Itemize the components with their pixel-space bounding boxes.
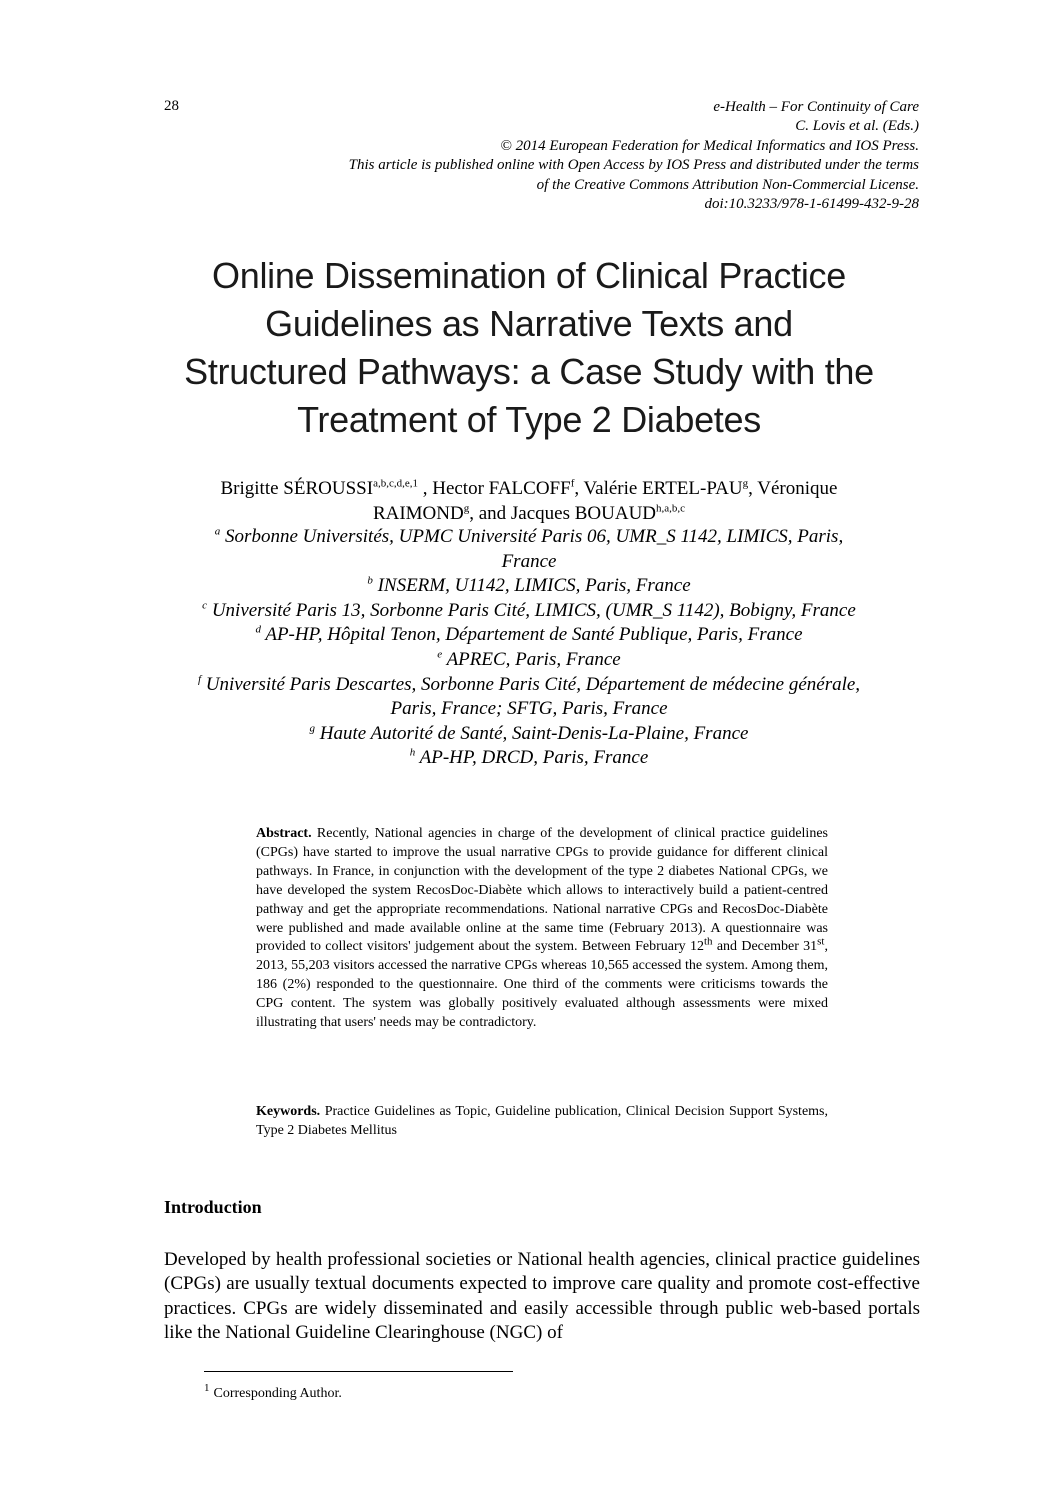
author-sup: a,b,c,d,e,1 xyxy=(373,477,418,490)
header-line: e-Health – For Continuity of Care xyxy=(713,99,919,115)
affiliation xyxy=(110,648,948,673)
affiliation xyxy=(110,525,948,550)
affiliation-text: Université Paris 13, Sorbonne Paris Cité, LIMICS, (UMR_S 1142), Bobigny, France xyxy=(207,599,856,621)
paper-title xyxy=(110,252,948,444)
author-name: RAIMOND xyxy=(372,502,464,524)
affiliation-text: AP-HP, DRCD, Paris, France xyxy=(415,747,649,769)
affiliation-text: Haute Autorité de Santé, Saint-Denis-La-Plaine, France xyxy=(315,722,749,744)
author-name: , Véronique xyxy=(748,478,838,499)
affiliation-sup: f xyxy=(197,673,201,686)
section-heading-introduction: Introduction xyxy=(164,1197,262,1217)
title-line: Structured Pathways: a Case Study with the xyxy=(184,351,874,392)
affiliation-text: AP-HP, Hôpital Tenon, Département de Santé Publique, Paris, France xyxy=(260,624,803,646)
affiliation-text: France xyxy=(501,550,557,572)
affiliation-text: Université Paris Descartes, Sorbonne Paris Cité, Département de médecine générale, xyxy=(201,673,861,695)
author-name: , and Jacques BOUAUD xyxy=(469,502,657,524)
affiliation xyxy=(110,673,948,698)
affiliation-sup: d xyxy=(255,624,261,637)
abstract-sup: th xyxy=(703,935,713,948)
affiliation xyxy=(110,574,948,599)
affiliation-sup: c xyxy=(202,599,208,612)
affiliation-text: Sorbonne Universités, UPMC Université Paris 06, UMR_S 1142, LIMICS, Paris, xyxy=(220,526,844,547)
affiliation-list xyxy=(110,525,948,771)
author-name: , Hector FALCOFF xyxy=(417,478,571,499)
abstract-text: and December 31 xyxy=(712,939,818,955)
author-sup: f xyxy=(570,477,575,490)
affiliation-sup: b xyxy=(367,574,373,587)
author-name: , Valérie ERTEL-PAU xyxy=(574,478,743,499)
author-list xyxy=(110,477,948,526)
abstract-text: , 2013, 55,203 visitors accessed the narrative CPGs whereas 10,565 accessed the system. Among them, 186 (2%) responded to the questionnaire. One third of the comments were criticisms towards the CPG content. The system was globally positively evaluated although assessments were mixed illustrating that users' needs may be contradictory. xyxy=(256,939,828,1031)
footnote-text: Corresponding Author. xyxy=(213,1386,342,1401)
affiliation xyxy=(110,550,948,575)
affiliation xyxy=(110,599,948,624)
footnote-divider xyxy=(204,1371,513,1372)
author-sup: h,a,b,c xyxy=(656,502,686,515)
title-line: Online Dissemination of Clinical Practice xyxy=(212,255,846,296)
affiliation xyxy=(110,722,948,747)
keywords-text: Practice Guidelines as Topic, Guideline publication, Clinical Decision Support Systems, Type 2 Diabetes Mellitus xyxy=(256,1104,828,1138)
affiliation-text: Paris, France; SFTG, Paris, France xyxy=(390,698,668,720)
abstract-sup: st xyxy=(817,935,825,948)
header-line: C. Lovis et al. (Eds.) xyxy=(795,118,919,135)
keywords-label: Keywords. xyxy=(256,1104,321,1119)
affiliation-sup: a xyxy=(214,525,221,538)
affiliation xyxy=(110,746,948,771)
affiliation-sup: e xyxy=(437,648,443,661)
author-sup: g xyxy=(463,502,470,515)
title-line: Guidelines as Narrative Texts and xyxy=(265,303,793,344)
header-doi: doi:10.3233/978-1-61499-432-9-28 xyxy=(704,196,919,213)
affiliation xyxy=(110,697,948,722)
abstract xyxy=(256,825,828,1033)
author-sup: g xyxy=(742,477,749,490)
introduction-paragraph: Developed by health professional societies or National health agencies, clinical practice guidelines (CPGs) are usually textual documents expected to improve care quality and promote cost-effective practices. CPGs are widely disseminated and easily accessible through public web-based portals like the National Guideline Clearinghouse (NGC) of xyxy=(164,1249,920,1344)
affiliation-sup: h xyxy=(409,747,416,760)
title-line: Treatment of Type 2 Diabetes xyxy=(297,399,761,440)
keywords xyxy=(256,1103,828,1141)
abstract-label: Abstract. xyxy=(256,826,312,841)
affiliation-text: INSERM, U1142, LIMICS, Paris, France xyxy=(372,575,691,597)
header-line: of the Creative Commons Attribution Non-Commercial License. xyxy=(536,176,919,193)
header-line: © 2014 European Federation for Medical Informatics and IOS Press. xyxy=(500,137,919,154)
affiliation-sup: g xyxy=(309,722,316,735)
header-line: This article is published online with Open Access by IOS Press and distributed under the terms xyxy=(348,157,919,174)
author-name: Brigitte SÉROUSSI xyxy=(220,478,374,499)
affiliation-text: APREC, Paris, France xyxy=(442,648,621,670)
footnote xyxy=(204,1382,342,1402)
affiliation xyxy=(110,623,948,648)
abstract-text: Recently, National agencies in charge of the development of clinical practice guidelines (CPGs) have started to improve the usual narrative CPGs to provide guidance for different clinical pathways. In France, in conjunction with the development of the type 2 diabetes National CPGs, we have developed the system RecosDoc-Diabète which allows to interactively build a patient-centred pathway and get the appropriate recommendations. National narrative CPGs and RecosDoc-Diabète were published and made available online at the same time (February 2013). A questionnaire was provided to collect visitors' judgement about the system. Between February 12 xyxy=(256,826,828,955)
footnote-marker: 1 xyxy=(204,1382,210,1395)
page-number: 28 xyxy=(164,98,179,114)
running-header xyxy=(349,98,919,214)
